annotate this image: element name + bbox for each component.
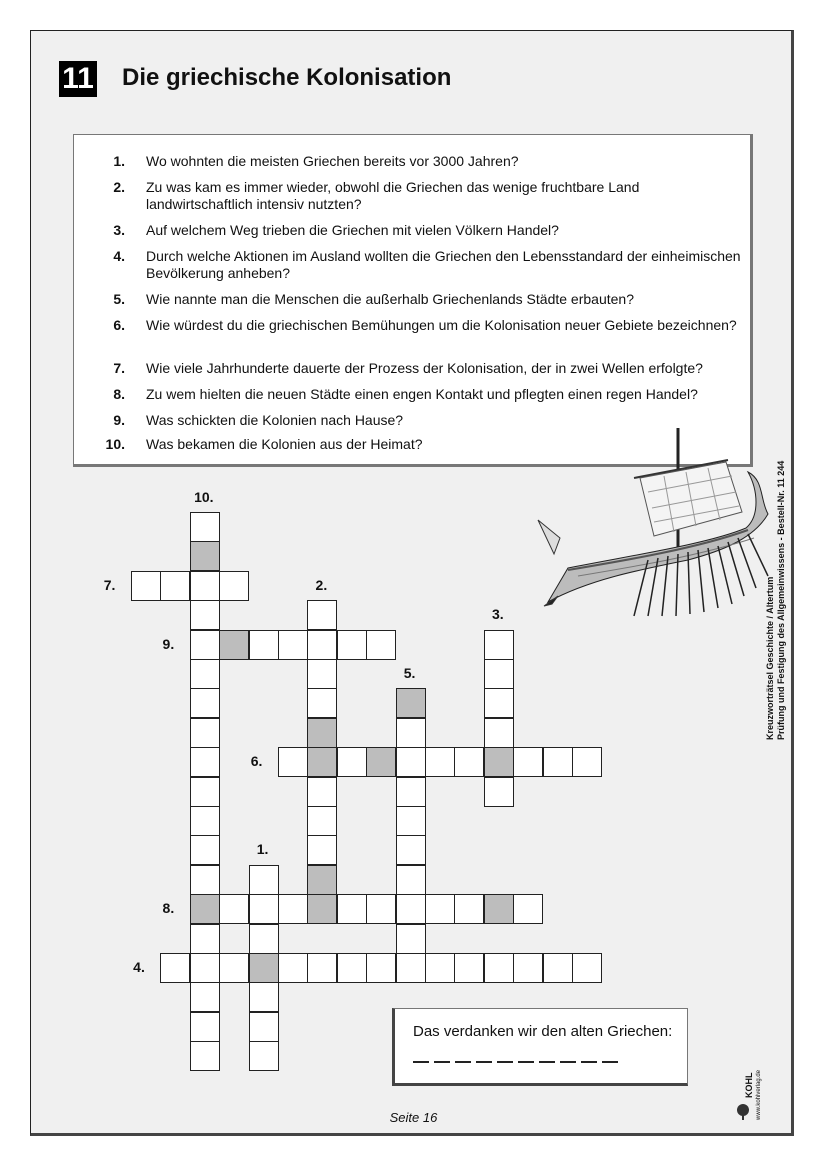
crossword-cell[interactable]: [249, 865, 279, 895]
question-number: 4.: [113, 248, 125, 264]
questions-box: [73, 134, 753, 467]
crossword-cell[interactable]: [572, 747, 602, 777]
question-text: Wie würdest du die griechischen Bemühungen um die Kolonisation neuer Gebiete bezeichnen?: [146, 317, 737, 333]
crossword-cell[interactable]: [307, 835, 337, 865]
crossword-cell[interactable]: [396, 718, 426, 748]
clue-number-label: 6.: [250, 753, 263, 770]
crossword-cell[interactable]: [190, 1012, 220, 1042]
crossword-cell[interactable]: [425, 894, 455, 924]
crossword-cell[interactable]: [396, 953, 426, 983]
crossword-cell[interactable]: [425, 953, 455, 983]
clue-number-label: 2.: [315, 576, 328, 593]
crossword-cell[interactable]: [572, 953, 602, 983]
crossword-cell[interactable]: [190, 1041, 220, 1071]
crossword-cell[interactable]: [337, 894, 367, 924]
crossword-cell[interactable]: [219, 571, 249, 601]
crossword-solution-cell[interactable]: [190, 541, 220, 571]
crossword-solution-cell[interactable]: [484, 747, 514, 777]
crossword-cell[interactable]: [190, 630, 220, 660]
crossword-cell[interactable]: [160, 571, 190, 601]
clue-number-label: 9.: [162, 635, 175, 652]
question-text: Auf welchem Weg trieben die Griechen mit vielen Völkern Handel?: [146, 222, 559, 238]
crossword-cell[interactable]: [307, 806, 337, 836]
answer-prompt: Das verdanken wir den alten Griechen:: [413, 1023, 673, 1040]
crossword-solution-cell[interactable]: [307, 747, 337, 777]
crossword-cell[interactable]: [249, 1041, 279, 1071]
imprint-line-2: Prüfung und Festigung des Allgemeinwissens - Bestell-Nr. 11 244: [776, 460, 786, 740]
answer-blank[interactable]: [602, 1061, 618, 1063]
question-number: 6.: [113, 317, 125, 333]
question-number: 5.: [113, 291, 125, 307]
crossword-solution-cell[interactable]: [366, 747, 396, 777]
answer-blank[interactable]: [518, 1061, 534, 1063]
crossword-cell[interactable]: [484, 953, 514, 983]
answer-blank[interactable]: [434, 1061, 450, 1063]
crossword-cell[interactable]: [190, 865, 220, 895]
crossword-cell[interactable]: [190, 600, 220, 630]
answer-blank[interactable]: [581, 1061, 597, 1063]
crossword-cell[interactable]: [278, 894, 308, 924]
crossword-solution-cell[interactable]: [484, 894, 514, 924]
crossword-cell[interactable]: [219, 894, 249, 924]
crossword-cell[interactable]: [278, 630, 308, 660]
crossword-cell[interactable]: [190, 571, 220, 601]
crossword-cell[interactable]: [513, 747, 543, 777]
question-text: Wo wohnten die meisten Griechen bereits vor 3000 Jahren?: [146, 153, 519, 169]
imprint-line-1: Kreuzworträtsel Geschichte / Altertum: [765, 576, 775, 740]
crossword-cell[interactable]: [425, 747, 455, 777]
crossword-cell[interactable]: [190, 718, 220, 748]
question-text: Wie viele Jahrhunderte dauerte der Prozess der Kolonisation, der in zwei Wellen erfolgte?: [146, 360, 703, 376]
crossword-cell[interactable]: [190, 982, 220, 1012]
crossword-cell[interactable]: [513, 894, 543, 924]
crossword-cell[interactable]: [307, 777, 337, 807]
crossword-cell[interactable]: [484, 718, 514, 748]
crossword-cell[interactable]: [307, 630, 337, 660]
crossword-cell[interactable]: [396, 777, 426, 807]
answer-box: [392, 1008, 688, 1086]
crossword-solution-cell[interactable]: [219, 630, 249, 660]
question-number: 10.: [105, 436, 125, 452]
crossword-cell[interactable]: [513, 953, 543, 983]
crossword-solution-cell[interactable]: [396, 688, 426, 718]
crossword-cell[interactable]: [307, 688, 337, 718]
crossword-cell[interactable]: [396, 924, 426, 954]
crossword-cell[interactable]: [454, 894, 484, 924]
crossword-solution-cell[interactable]: [307, 865, 337, 895]
crossword-cell[interactable]: [454, 953, 484, 983]
crossword-solution-cell[interactable]: [249, 953, 279, 983]
answer-blank[interactable]: [539, 1061, 555, 1063]
publisher-url: www.kohlverlag.de: [756, 1069, 762, 1120]
crossword-cell[interactable]: [337, 630, 367, 660]
crossword-cell[interactable]: [190, 659, 220, 689]
crossword-cell[interactable]: [278, 747, 308, 777]
crossword-cell[interactable]: [307, 600, 337, 630]
crossword-cell[interactable]: [307, 659, 337, 689]
question-text: Zu was kam es immer wieder, obwohl die Griechen das wenige fruchtbare Land landwirtschaftlich intensiv nutzten?: [146, 179, 640, 212]
question-number: 1.: [113, 153, 125, 169]
publisher-name: KOHL: [744, 1072, 754, 1098]
greek-trireme-illustration: [528, 420, 778, 620]
answer-blank[interactable]: [497, 1061, 513, 1063]
clue-number-label: 8.: [162, 900, 175, 917]
question-text: Was bekamen die Kolonien aus der Heimat?: [146, 436, 423, 452]
answer-blank[interactable]: [413, 1061, 429, 1063]
crossword-cell[interactable]: [396, 835, 426, 865]
worksheet-number: 11: [59, 61, 97, 97]
clue-number-label: 4.: [133, 959, 145, 975]
crossword-cell[interactable]: [219, 953, 249, 983]
question-number: 8.: [113, 386, 125, 402]
crossword-cell[interactable]: [366, 630, 396, 660]
answer-blank[interactable]: [476, 1061, 492, 1063]
question-number: 2.: [113, 179, 125, 195]
crossword-cell[interactable]: [484, 777, 514, 807]
question-text: Was schickten die Kolonien nach Hause?: [146, 412, 404, 428]
crossword-cell[interactable]: [337, 747, 367, 777]
answer-blank[interactable]: [560, 1061, 576, 1063]
crossword-cell[interactable]: [190, 953, 220, 983]
crossword-cell[interactable]: [366, 894, 396, 924]
crossword-cell[interactable]: [396, 747, 426, 777]
page-number: Seite 16: [389, 1110, 438, 1125]
crossword-cell[interactable]: [249, 924, 279, 954]
page-title: Die griechische Kolonisation: [122, 64, 452, 91]
crossword-cell[interactable]: [278, 953, 308, 983]
crossword-cell[interactable]: [396, 894, 426, 924]
crossword-cell[interactable]: [543, 747, 573, 777]
crossword-cell[interactable]: [190, 777, 220, 807]
clue-number-label: 1.: [256, 841, 269, 858]
crossword-cell[interactable]: [396, 865, 426, 895]
crossword-solution-cell[interactable]: [190, 894, 220, 924]
clue-number-label: 5.: [403, 665, 416, 681]
question-number: 7.: [113, 360, 125, 376]
question-text: Durch welche Aktionen im Ausland wollten die Griechen den Lebensstandard der einheimischen Bevölkerung anheben?: [146, 248, 741, 281]
crossword-cell[interactable]: [307, 953, 337, 983]
crossword-solution-cell[interactable]: [307, 894, 337, 924]
question-text: Zu wem hielten die neuen Städte einen engen Kontakt und pflegten einen regen Handel?: [146, 386, 698, 402]
clue-number-label: 3.: [491, 606, 504, 623]
crossword-cell[interactable]: [190, 806, 220, 836]
crossword-cell[interactable]: [366, 953, 396, 983]
crossword-solution-cell[interactable]: [307, 718, 337, 748]
question-number: 9.: [113, 412, 125, 428]
crossword-cell[interactable]: [190, 835, 220, 865]
question-number: 3.: [113, 222, 125, 238]
crossword-cell[interactable]: [131, 571, 161, 601]
crossword-cell[interactable]: [484, 659, 514, 689]
crossword-cell[interactable]: [190, 512, 220, 542]
crossword-cell[interactable]: [160, 953, 190, 983]
clue-number-label: 10.: [194, 488, 214, 505]
crossword-cell[interactable]: [484, 688, 514, 718]
crossword-cell[interactable]: [454, 747, 484, 777]
publisher-logo: [734, 1050, 764, 1122]
crossword-cell[interactable]: [396, 806, 426, 836]
crossword-cell[interactable]: [543, 953, 573, 983]
crossword-cell[interactable]: [190, 688, 220, 718]
crossword-cell[interactable]: [190, 747, 220, 777]
crossword-cell[interactable]: [249, 894, 279, 924]
answer-blank[interactable]: [455, 1061, 471, 1063]
clue-number-label: 7.: [103, 576, 116, 593]
crossword-cell[interactable]: [249, 982, 279, 1012]
answer-blanks[interactable]: [413, 1061, 618, 1063]
crossword-cell[interactable]: [190, 924, 220, 954]
crossword-cell[interactable]: [337, 953, 367, 983]
crossword-cell[interactable]: [249, 1012, 279, 1042]
crossword-cell[interactable]: [484, 630, 514, 660]
crossword-cell[interactable]: [249, 630, 279, 660]
question-text: Wie nannte man die Menschen die außerhalb Griechenlands Städte erbauten?: [146, 291, 634, 307]
